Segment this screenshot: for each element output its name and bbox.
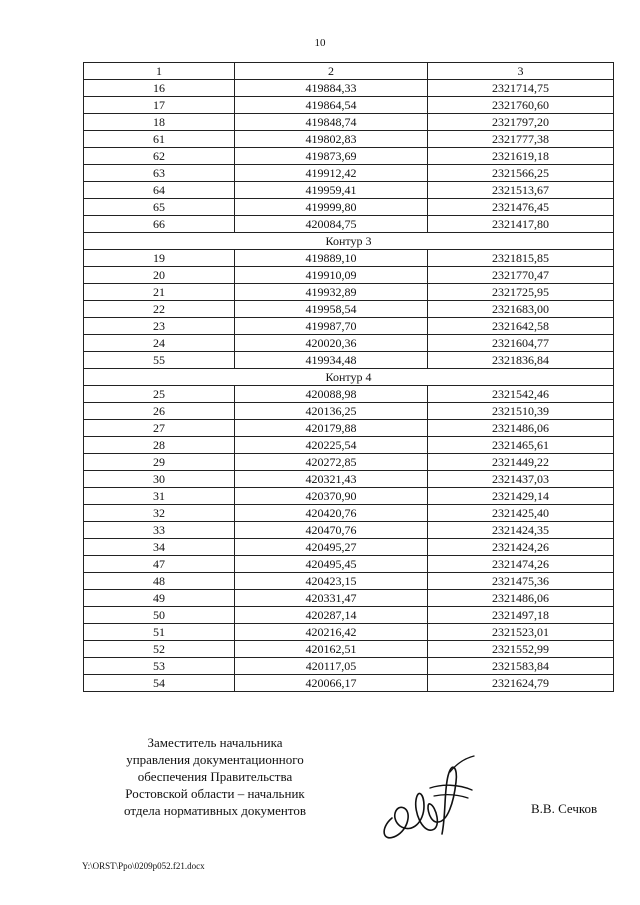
y-coordinate-cell: 2321815,85 — [428, 250, 614, 267]
y-coordinate-cell: 2321476,45 — [428, 199, 614, 216]
y-coordinate-cell: 2321566,25 — [428, 165, 614, 182]
point-number-cell: 54 — [84, 675, 235, 692]
point-number-cell: 34 — [84, 539, 235, 556]
table-row — [84, 386, 614, 403]
y-coordinate-cell: 2321425,40 — [428, 505, 614, 522]
signer-title-line: отдела нормативных документов — [124, 803, 306, 818]
signer-name: В.В. Сечков — [531, 801, 598, 816]
y-coordinate-cell: 2321624,79 — [428, 675, 614, 692]
point-number-cell: 16 — [84, 80, 235, 97]
x-coordinate-cell: 419999,80 — [235, 199, 428, 216]
point-number-cell: 22 — [84, 301, 235, 318]
y-coordinate-cell: 2321417,80 — [428, 216, 614, 233]
point-number-cell: 18 — [84, 114, 235, 131]
signer-title-line: Ростовской области – начальник — [125, 786, 305, 801]
y-coordinate-cell: 2321513,67 — [428, 182, 614, 199]
point-number-cell: 63 — [84, 165, 235, 182]
table-row — [84, 471, 614, 488]
y-coordinate-cell: 2321465,61 — [428, 437, 614, 454]
table-row — [84, 301, 614, 318]
y-coordinate-cell: 2321797,20 — [428, 114, 614, 131]
x-coordinate-cell: 420088,98 — [235, 386, 428, 403]
point-number-cell: 62 — [84, 148, 235, 165]
table-row — [84, 352, 614, 369]
table-row — [84, 573, 614, 590]
table-header — [84, 63, 614, 80]
table-row — [84, 250, 614, 267]
table-row — [84, 505, 614, 522]
table-row — [84, 437, 614, 454]
table-row — [84, 165, 614, 182]
x-coordinate-cell: 420136,25 — [235, 403, 428, 420]
y-coordinate-cell: 2321424,26 — [428, 539, 614, 556]
y-coordinate-cell: 2321437,03 — [428, 471, 614, 488]
y-coordinate-cell: 2321510,39 — [428, 403, 614, 420]
point-number-cell: 53 — [84, 658, 235, 675]
header-cell-y: 3 — [428, 63, 614, 80]
x-coordinate-cell: 419910,09 — [235, 267, 428, 284]
handwritten-signature — [372, 748, 482, 848]
point-number-cell: 26 — [84, 403, 235, 420]
table-row — [84, 488, 614, 505]
y-coordinate-cell: 2321424,35 — [428, 522, 614, 539]
x-coordinate-cell: 419864,54 — [235, 97, 428, 114]
point-number-cell: 51 — [84, 624, 235, 641]
y-coordinate-cell: 2321777,38 — [428, 131, 614, 148]
x-coordinate-cell: 420216,42 — [235, 624, 428, 641]
x-coordinate-cell: 420117,05 — [235, 658, 428, 675]
table-row — [84, 522, 614, 539]
page-number: 10 — [314, 37, 326, 49]
x-coordinate-cell: 419912,42 — [235, 165, 428, 182]
y-coordinate-cell: 2321770,47 — [428, 267, 614, 284]
x-coordinate-cell: 420162,51 — [235, 641, 428, 658]
table-row — [84, 318, 614, 335]
point-number-cell: 20 — [84, 267, 235, 284]
table-row — [84, 556, 614, 573]
y-coordinate-cell: 2321523,01 — [428, 624, 614, 641]
x-coordinate-cell: 420423,15 — [235, 573, 428, 590]
table-row — [84, 539, 614, 556]
y-coordinate-cell: 2321714,75 — [428, 80, 614, 97]
table-row — [84, 267, 614, 284]
y-coordinate-cell: 2321497,18 — [428, 607, 614, 624]
y-coordinate-cell: 2321619,18 — [428, 148, 614, 165]
x-coordinate-cell: 419934,48 — [235, 352, 428, 369]
point-number-cell: 55 — [84, 352, 235, 369]
signer-title-line: обеспечения Правительства — [137, 769, 293, 784]
table-row — [84, 454, 614, 471]
section-label: Контур 4 — [84, 369, 614, 386]
x-coordinate-cell: 419932,89 — [235, 284, 428, 301]
point-number-cell: 47 — [84, 556, 235, 573]
x-coordinate-cell: 419958,54 — [235, 301, 428, 318]
signer-title-line: управления документационного — [126, 752, 304, 767]
table-body — [84, 80, 614, 692]
point-number-cell: 28 — [84, 437, 235, 454]
y-coordinate-cell: 2321486,06 — [428, 590, 614, 607]
y-coordinate-cell: 2321429,14 — [428, 488, 614, 505]
table-row — [84, 641, 614, 658]
x-coordinate-cell: 420272,85 — [235, 454, 428, 471]
coordinates-table — [83, 62, 614, 692]
x-coordinate-cell: 419889,10 — [235, 250, 428, 267]
signer-title-line: Заместитель начальника — [147, 735, 283, 750]
y-coordinate-cell: 2321475,36 — [428, 573, 614, 590]
table-row — [84, 335, 614, 352]
point-number-cell: 30 — [84, 471, 235, 488]
point-number-cell: 32 — [84, 505, 235, 522]
x-coordinate-cell: 420495,27 — [235, 539, 428, 556]
table-row — [84, 216, 614, 233]
y-coordinate-cell: 2321486,06 — [428, 420, 614, 437]
point-number-cell: 29 — [84, 454, 235, 471]
point-number-cell: 61 — [84, 131, 235, 148]
y-coordinate-cell: 2321474,26 — [428, 556, 614, 573]
signer-title — [100, 734, 330, 819]
section-row — [84, 233, 614, 250]
y-coordinate-cell: 2321642,58 — [428, 318, 614, 335]
point-number-cell: 17 — [84, 97, 235, 114]
point-number-cell: 21 — [84, 284, 235, 301]
y-coordinate-cell: 2321836,84 — [428, 352, 614, 369]
point-number-cell: 48 — [84, 573, 235, 590]
x-coordinate-cell: 419987,70 — [235, 318, 428, 335]
section-row — [84, 369, 614, 386]
point-number-cell: 19 — [84, 250, 235, 267]
y-coordinate-cell: 2321552,99 — [428, 641, 614, 658]
x-coordinate-cell: 420331,47 — [235, 590, 428, 607]
table-row — [84, 80, 614, 97]
point-number-cell: 50 — [84, 607, 235, 624]
point-number-cell: 65 — [84, 199, 235, 216]
x-coordinate-cell: 420179,88 — [235, 420, 428, 437]
x-coordinate-cell: 420370,90 — [235, 488, 428, 505]
point-number-cell: 64 — [84, 182, 235, 199]
x-coordinate-cell: 420420,76 — [235, 505, 428, 522]
y-coordinate-cell: 2321583,84 — [428, 658, 614, 675]
point-number-cell: 23 — [84, 318, 235, 335]
x-coordinate-cell: 419884,33 — [235, 80, 428, 97]
table-row — [84, 420, 614, 437]
table-row — [84, 284, 614, 301]
point-number-cell: 25 — [84, 386, 235, 403]
table-row — [84, 675, 614, 692]
table-row — [84, 658, 614, 675]
x-coordinate-cell: 420225,54 — [235, 437, 428, 454]
point-number-cell: 27 — [84, 420, 235, 437]
table-row — [84, 182, 614, 199]
header-cell-x: 2 — [235, 63, 428, 80]
x-coordinate-cell: 419802,83 — [235, 131, 428, 148]
table-row — [84, 590, 614, 607]
x-coordinate-cell: 420495,45 — [235, 556, 428, 573]
point-number-cell: 33 — [84, 522, 235, 539]
table-row — [84, 131, 614, 148]
point-number-cell: 66 — [84, 216, 235, 233]
y-coordinate-cell: 2321683,00 — [428, 301, 614, 318]
x-coordinate-cell: 420020,36 — [235, 335, 428, 352]
point-number-cell: 31 — [84, 488, 235, 505]
y-coordinate-cell: 2321542,46 — [428, 386, 614, 403]
y-coordinate-cell: 2321760,60 — [428, 97, 614, 114]
y-coordinate-cell: 2321449,22 — [428, 454, 614, 471]
table-row — [84, 114, 614, 131]
table-row — [84, 607, 614, 624]
x-coordinate-cell: 420084,75 — [235, 216, 428, 233]
x-coordinate-cell: 420321,43 — [235, 471, 428, 488]
point-number-cell: 52 — [84, 641, 235, 658]
point-number-cell: 24 — [84, 335, 235, 352]
x-coordinate-cell: 419848,74 — [235, 114, 428, 131]
table-row — [84, 97, 614, 114]
x-coordinate-cell: 419959,41 — [235, 182, 428, 199]
table-row — [84, 199, 614, 216]
file-path: Y:\ORST\Ppo\0209p052.f21.docx — [82, 861, 205, 871]
x-coordinate-cell: 420287,14 — [235, 607, 428, 624]
table-header-row — [84, 63, 614, 80]
x-coordinate-cell: 420066,17 — [235, 675, 428, 692]
point-number-cell: 49 — [84, 590, 235, 607]
table-row — [84, 403, 614, 420]
header-cell-point: 1 — [84, 63, 235, 80]
x-coordinate-cell: 419873,69 — [235, 148, 428, 165]
y-coordinate-cell: 2321725,95 — [428, 284, 614, 301]
table-row — [84, 624, 614, 641]
y-coordinate-cell: 2321604,77 — [428, 335, 614, 352]
section-label: Контур 3 — [84, 233, 614, 250]
x-coordinate-cell: 420470,76 — [235, 522, 428, 539]
table-row — [84, 148, 614, 165]
